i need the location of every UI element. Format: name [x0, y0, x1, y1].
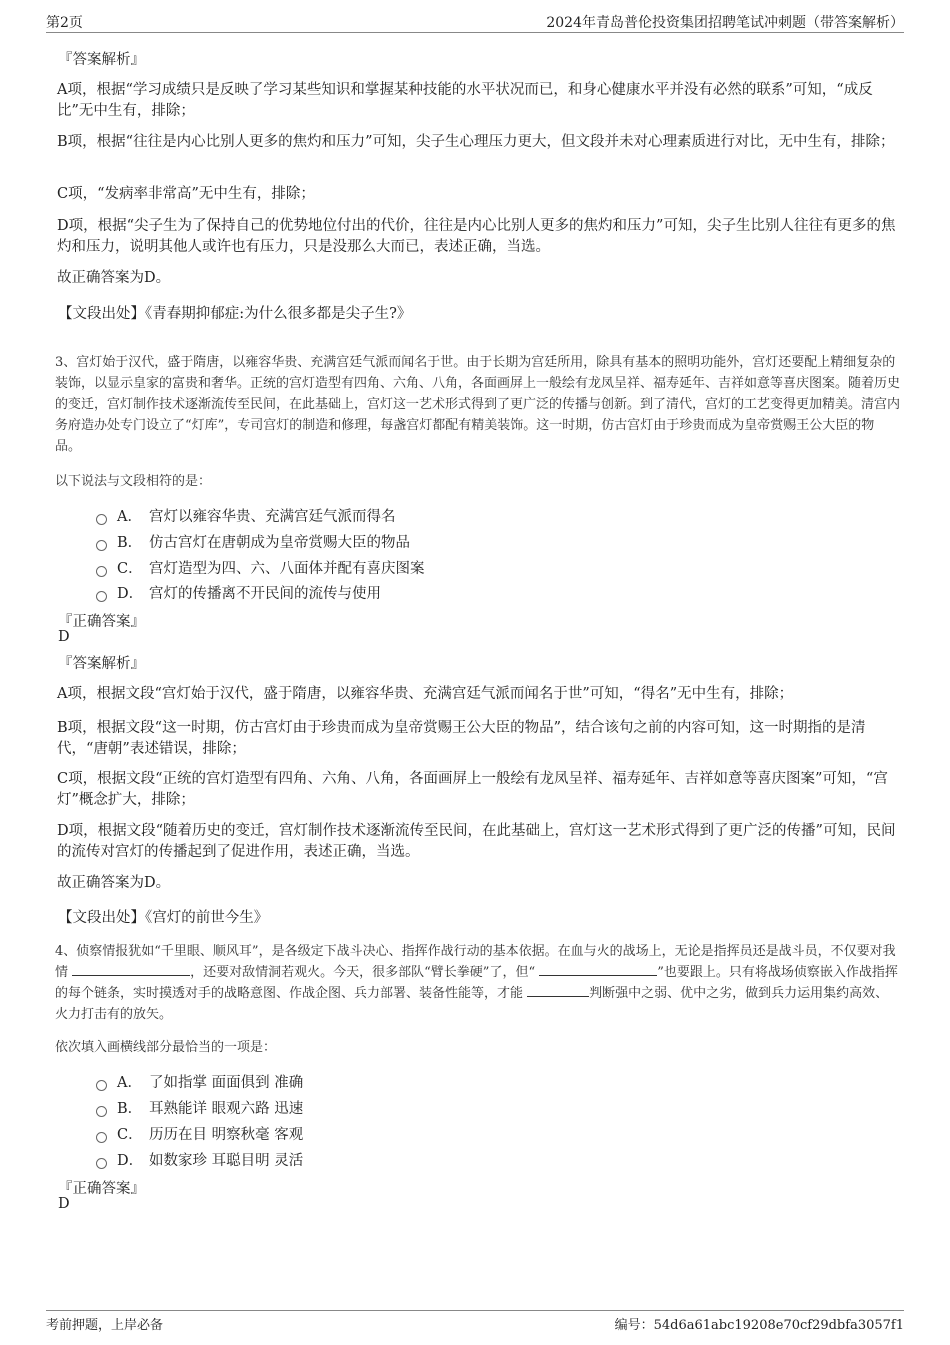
- fill-blank: [539, 963, 657, 976]
- document-title: 2024年青岛普伦投资集团招聘笔试冲刺题（带答案解析）: [546, 15, 904, 31]
- option-b[interactable]: B． 耳熟能详 眼观六路 迅速: [96, 1097, 303, 1118]
- answer-label: 『正确答案』: [58, 614, 145, 630]
- document-id: 编号：54d6a61abc19208e70cf29dbfa3057f1: [614, 1318, 904, 1333]
- analysis-b: B项，根据“往往是内心比别人更多的焦灼和压力”可知，尖子生心理压力更大，但文段并未对心理素质进行对比，无中生有，排除；: [57, 134, 895, 150]
- answer-value: D: [58, 629, 70, 645]
- option-c[interactable]: C． 历历在目 明察秋毫 客观: [96, 1123, 303, 1144]
- question-4-prompt: 依次填入画横线部分最恰当的一项是：: [55, 1040, 277, 1055]
- analysis-label: 『答案解析』: [58, 656, 145, 672]
- analysis-d: D项，根据文段“随着历史的变迁，宫灯制作技术逐渐流传至民间，在此基础上，宫灯这一艺术形式得到了更广泛的传播”可知，民间的流传对宫灯的传播起到了促进作用，表述正确，当选。: [57, 823, 896, 860]
- option-a[interactable]: A． 宫灯以雍容华贵、充满宫廷气派而得名: [96, 505, 396, 526]
- source: 【文段出处】《青春期抑郁症:为什么很多都是尖子生?》: [58, 306, 412, 322]
- page-number: 第2页: [46, 15, 83, 31]
- question-3-prompt: 以下说法与文段相符的是：: [55, 474, 212, 489]
- question-3-text: 3、宫灯始于汉代，盛于隋唐，以雍容华贵、充满宫廷气派而闻名于世。由于长期为宫廷所用，除具有基本的照明功能外，宫灯还要配上精细复杂的装饰，以显示皇家的富贵和奢华。正统的宫灯造型有四角、六角、八角，各面画屏上一般绘有龙凤呈祥、福寿延年、吉祥如意等喜庆图案。随着历史的变迁，宫灯制作技术逐渐流传至民间，在此基础上，宫灯这一艺术形式得到了更广泛的传播与创新。到了清代，宫灯的工艺变得更加精美。清宫内务府造办处专门设立了“灯库”，专司宫灯的制造和修理，每盏宫灯都配有精美装饰。这一时期，仿古宫灯由于珍贵而成为皇帝赏赐王公大臣的物品。: [55, 355, 901, 454]
- analysis-a: A项，根据文段“宫灯始于汉代，盛于隋唐，以雍容华贵、充满宫廷气派而闻名于世”可知，“得名”无中生有，排除；: [57, 686, 794, 702]
- option-b[interactable]: B． 仿古宫灯在唐朝成为皇帝赏赐大臣的物品: [96, 531, 410, 552]
- footer-slogan: 考前押题，上岸必备: [46, 1318, 164, 1333]
- radio-icon[interactable]: [96, 1080, 107, 1091]
- answer-value: D: [58, 1196, 70, 1212]
- option-c[interactable]: C． 宫灯造型为四、六、八面体并配有喜庆图案: [96, 557, 425, 578]
- radio-icon[interactable]: [96, 514, 107, 525]
- analysis-c: C项，根据文段“正统的宫灯造型有四角、六角、八角，各面画屏上一般绘有龙凤呈祥、福寿延年、吉祥如意等喜庆图案”可知，“宫灯”概念扩大，排除；: [57, 771, 888, 808]
- analysis-c: C项，“发病率非常高”无中生有，排除；: [57, 186, 315, 202]
- analysis-d: D项，根据“尖子生为了保持自己的优势地位付出的代价，往往是内心比别人更多的焦灼和压力”可知，尖子生比别人往往有更多的焦灼和压力，说明其他人或许也有压力，只是没那么大而已，表述正确，当选。: [57, 218, 896, 255]
- question-4-text: 4、侦察情报犹如“千里眼、顺风耳”，是各级定下战斗决心、指挥作战行动的基本依据。在血与火的战场上，无论是指挥员还是战斗员，不仅要对我情 ，还要对敌情洞若观火。今天，很多部队“臂长拳硬”了，但“ ”也要跟上。只有将战场侦察嵌入作战指挥的每个链条，实时摸透对手的战略意图、作战企图、兵力部署、装备性能等，才能 判断强中之弱、优中之劣，做到兵力运用集约高效、火力打击有的放矢。: [55, 944, 898, 1022]
- analysis-b: B项，根据文段“这一时期，仿古宫灯由于珍贵而成为皇帝赏赐王公大臣的物品”，结合该句之前的内容可知，这一时期指的是清代，“唐朝”表述错误，排除；: [57, 720, 866, 757]
- analysis-a: A项，根据“学习成绩只是反映了学习某些知识和掌握某种技能的水平状况而已，和身心健康水平并没有必然的联系”可知，“成反比”无中生有，排除；: [57, 82, 873, 119]
- analysis-label: 『答案解析』: [58, 52, 145, 68]
- conclusion: 故正确答案为D。: [57, 875, 171, 891]
- radio-icon[interactable]: [96, 1158, 107, 1169]
- option-d[interactable]: D． 宫灯的传播离不开民间的流传与使用: [96, 582, 381, 603]
- conclusion: 故正确答案为D。: [57, 270, 171, 286]
- page-header: [46, 12, 904, 33]
- radio-icon[interactable]: [96, 591, 107, 602]
- radio-icon[interactable]: [96, 566, 107, 577]
- radio-icon[interactable]: [96, 1106, 107, 1117]
- fill-blank: [72, 963, 190, 976]
- page-footer: [46, 1310, 904, 1333]
- radio-icon[interactable]: [96, 1132, 107, 1143]
- fill-blank: [527, 984, 589, 997]
- answer-label: 『正确答案』: [58, 1181, 145, 1197]
- radio-icon[interactable]: [96, 540, 107, 551]
- option-d[interactable]: D． 如数家珍 耳聪目明 灵活: [96, 1149, 303, 1170]
- source: 【文段出处】《宫灯的前世今生》: [58, 910, 269, 926]
- option-a[interactable]: A． 了如指掌 面面俱到 准确: [96, 1071, 303, 1092]
